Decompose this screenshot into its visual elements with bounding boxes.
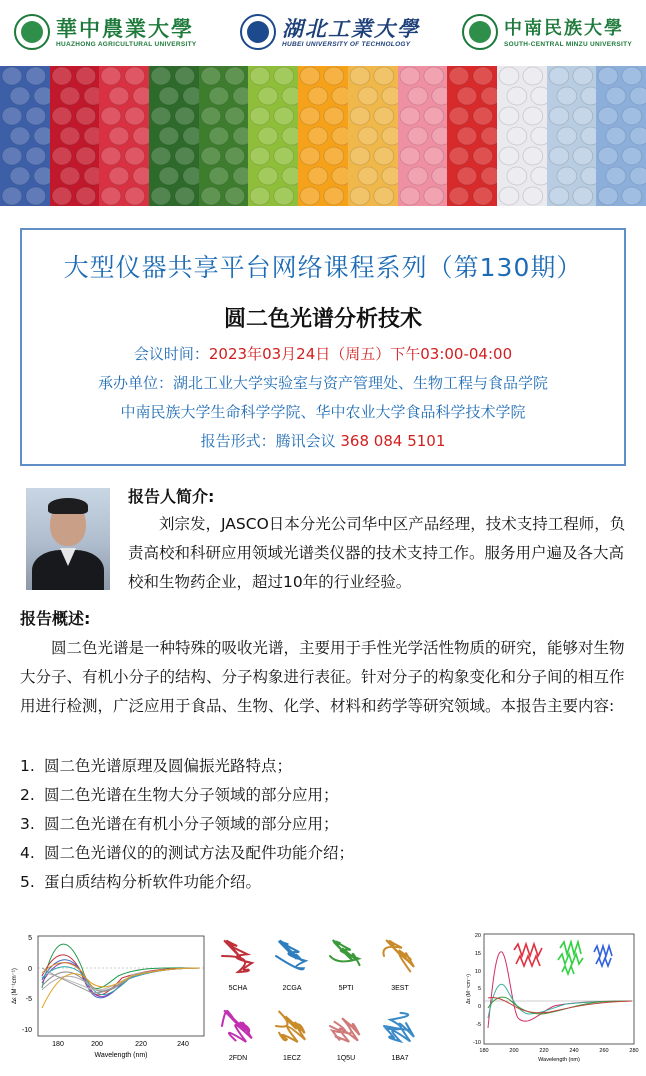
- banner-strip: [596, 66, 646, 206]
- title-box: [20, 228, 626, 466]
- fig3-xtick: 200: [509, 1048, 519, 1054]
- lecture-topic: 圆二色光谱分析技术: [223, 307, 422, 332]
- hzau-name-cn: 華中農業大學: [56, 15, 194, 41]
- protein-ribbon: [330, 940, 360, 965]
- summary-text: 圆二色光谱是一种特殊的吸收光谱，主要用于手性光学活性物质的研究，能够对生物大分子、有机小分子的结构、分子构象进行表征。针对分子的构象变化和分子间的相互作用进行检测，广泛应用于食品、生物、化学、材料和药学等研究领域。本报告主要内容:: [20, 639, 625, 715]
- content-list: [20, 752, 620, 897]
- fig3-ytick: 0: [477, 1004, 481, 1010]
- fig3-ylabel: Δε (M⁻¹cm⁻¹): [466, 974, 472, 1004]
- fig3-ytick: 5: [477, 986, 481, 992]
- hzau-name-en: HUAZHONG AGRICULTURAL UNIVERSITY: [56, 40, 197, 48]
- fig1-ylabel: Δε (M⁻¹cm⁻¹): [12, 968, 18, 1004]
- fig1-ytick: 0: [28, 966, 32, 973]
- protein-structure: [330, 1018, 360, 1062]
- cd-spectra-structures-figure: [462, 928, 642, 1068]
- fig3-ytick: -10: [473, 1040, 481, 1046]
- meeting-time-value: 2023年03月24日（周五）下午03:00-04:00: [208, 345, 513, 363]
- hbut-name-en: HUBEI UNIVERSITY OF TECHNOLOGY: [282, 40, 411, 48]
- protein-label: 1ECZ: [283, 1055, 301, 1062]
- series-title: 大型仪器共享平台网络课程系列（第130期）: [63, 253, 583, 282]
- protein-structure: [384, 1013, 414, 1062]
- list-item: 3. 圆二色光谱在有机小分子领域的部分应用；: [20, 815, 339, 833]
- banner-strip: [547, 66, 597, 206]
- protein-ribbon: [276, 1011, 305, 1042]
- banner-strip: [398, 66, 448, 206]
- protein-structure: [276, 1011, 305, 1062]
- protein-label: 2CGA: [282, 985, 302, 992]
- fig1-ytick: 5: [28, 935, 32, 942]
- banner-strip: [348, 66, 398, 206]
- protein-ribbon: [383, 940, 414, 971]
- fig3-ytick: -5: [476, 1022, 481, 1028]
- meeting-format-label: 报告形式：腾讯会议: [200, 432, 341, 450]
- hzau-seal-icon: [14, 14, 50, 50]
- protein-ribbon: [222, 940, 252, 972]
- fig1-xtick: 180: [52, 1041, 64, 1048]
- protein-label: 5CHA: [228, 985, 248, 992]
- header-logos: [0, 0, 646, 64]
- protein-structure: [383, 940, 414, 992]
- protein-ribbon: [276, 940, 306, 969]
- fig3-xlabel: Wavelength (nm): [538, 1057, 580, 1063]
- hbut-name-cn: 湖北工業大學: [282, 15, 420, 41]
- protein-ribbon: [222, 1010, 252, 1041]
- fig1-xtick: 220: [135, 1041, 147, 1048]
- banner-strip: [99, 66, 149, 206]
- banner-strip: [248, 66, 298, 206]
- banner-strip: [447, 66, 497, 206]
- fig3-ytick: 10: [474, 969, 481, 975]
- host-line-2: 中南民族大学生命科学学院、华中农业大学食品科学技术学院: [120, 403, 526, 421]
- muc-logo: [462, 14, 632, 50]
- speaker-heading: 报告人简介:: [128, 487, 215, 506]
- host-line-1: 承办单位：湖北工业大学实验室与资产管理处、生物工程与食品学院: [97, 374, 548, 392]
- fig3-xtick: 180: [479, 1048, 489, 1054]
- fig3-xtick: 260: [599, 1048, 609, 1054]
- muc-seal-icon: [462, 14, 498, 50]
- meeting-time-label: 会议时间：: [133, 345, 209, 363]
- speaker-bio: 刘宗发，JASCO日本分光公司华中区产品经理，技术支持工程师，负责高校和科研应用领域光谱类仪器的技术支持工作。服务用户遍及各大高校和生物药企业，超过10年的行业经验。: [128, 515, 626, 591]
- protein-label: 2FDN: [228, 1055, 248, 1062]
- fig3-xtick: 240: [569, 1048, 579, 1054]
- protein-label: 1Q5U: [336, 1055, 356, 1062]
- fig3-ytick: 20: [474, 933, 481, 939]
- list-item: 5. 蛋白质结构分析软件功能介绍。: [20, 873, 262, 891]
- meeting-format: [22, 430, 624, 451]
- cd-spectra-figure: [0, 928, 210, 1068]
- meeting-id: 368 084 5101: [340, 432, 446, 450]
- protein-ribbon: [384, 1013, 414, 1042]
- protein-label: 3EST: [391, 985, 409, 992]
- protein-structure: [222, 1010, 252, 1062]
- banner-strip: [50, 66, 100, 206]
- speaker-photo: [26, 488, 110, 590]
- list-item: 2. 圆二色光谱在生物大分子领域的部分应用；: [20, 786, 339, 804]
- banner-image: [0, 66, 646, 206]
- protein-label: 5PTI: [338, 985, 354, 992]
- fig1-xlabel: Wavelength (nm): [94, 1052, 148, 1059]
- meeting-time: [22, 343, 624, 364]
- protein-structure: [276, 940, 306, 992]
- hbut-logo: [240, 14, 420, 50]
- hbut-seal-icon: [240, 14, 276, 50]
- list-item: 1. 圆二色光谱原理及圆偏振光路特点；: [20, 757, 293, 775]
- protein-structure: [222, 940, 252, 992]
- protein-structure: [330, 940, 360, 992]
- fig3-xtick: 220: [539, 1048, 549, 1054]
- banner-strip: [0, 66, 50, 206]
- fig1-ytick: -5: [25, 996, 32, 1003]
- summary-heading: 报告概述:: [20, 609, 91, 628]
- banner-strip: [497, 66, 547, 206]
- fig1-xtick: 200: [91, 1041, 103, 1048]
- hzau-logo: [14, 14, 197, 50]
- fig1-xtick: 240: [177, 1041, 189, 1048]
- banner-strip: [199, 66, 249, 206]
- protein-label: 1BA7: [391, 1055, 409, 1062]
- protein-structures-figure: [214, 928, 454, 1068]
- list-item: 4. 圆二色光谱仪的的测试方法及配件功能介绍；: [20, 844, 355, 862]
- fig1-ytick: -10: [21, 1027, 32, 1034]
- protein-ribbon: [330, 1018, 360, 1042]
- banner-strip: [149, 66, 199, 206]
- banner-strip: [298, 66, 348, 206]
- muc-name-cn: 中南民族大學: [504, 17, 624, 39]
- muc-name-en: SOUTH-CENTRAL MINZU UNIVERSITY: [504, 40, 633, 48]
- fig3-xtick: 280: [629, 1048, 639, 1054]
- fig3-ytick: 15: [474, 951, 481, 957]
